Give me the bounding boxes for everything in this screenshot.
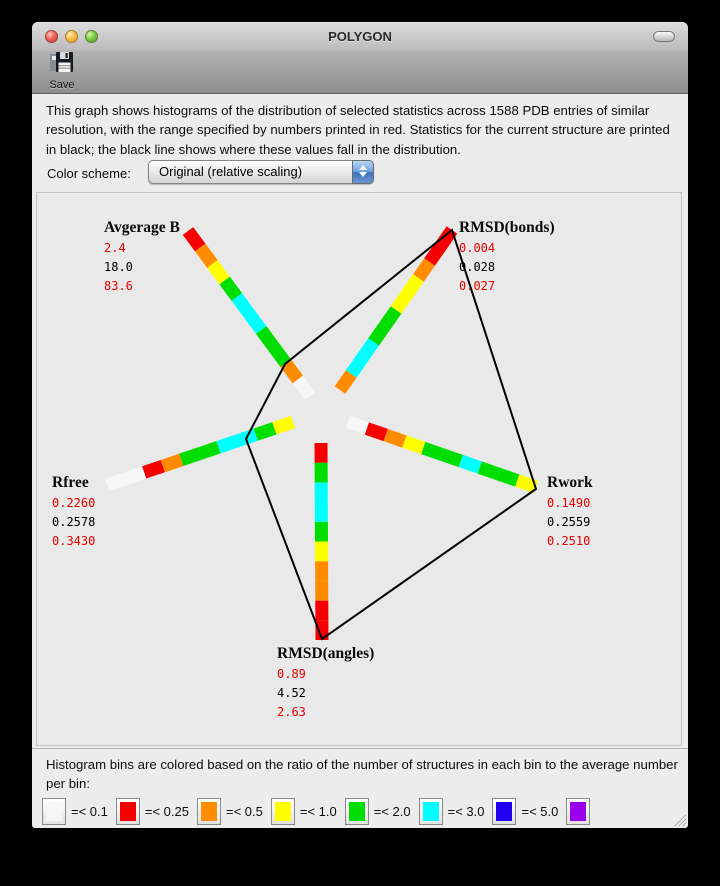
legend-bin-label: =< 0.1 <box>71 804 108 820</box>
metric-min-rwork: 0.1490 <box>547 496 591 510</box>
legend-bin-swatch-white <box>42 798 66 825</box>
histogram-bin-cyan <box>249 314 261 331</box>
color-swatch-purple <box>570 802 586 821</box>
window-title: POLYGON <box>328 29 392 44</box>
color-scheme-row <box>32 158 688 192</box>
color-scheme-popup[interactable] <box>148 160 374 184</box>
metric-max-rfree: 0.3430 <box>52 534 96 548</box>
metric-avgb <box>104 219 180 296</box>
histogram-bin-green <box>498 474 517 481</box>
histogram-bin-orange <box>286 363 298 380</box>
histogram-bin-orange <box>386 435 405 442</box>
histogram-bin-orange <box>340 374 351 390</box>
histogram-bin-cyan <box>461 461 480 468</box>
legend-bin-swatch-blue <box>492 798 516 825</box>
histogram-bin-cyan <box>351 358 362 374</box>
histogram-bin-cyan <box>362 342 373 358</box>
metric-name-avgb: Avgerage B <box>104 219 180 236</box>
window-chrome <box>32 22 688 94</box>
save-button[interactable] <box>40 51 84 91</box>
metric-value-rwork: 0.2559 <box>547 515 591 529</box>
histogram-bin-yellow <box>274 422 293 428</box>
metric-max-avgb: 83.6 <box>104 279 133 293</box>
histogram-bin-green <box>181 454 200 460</box>
metric-max-bonds: 0.027 <box>459 279 496 293</box>
histogram-bin-cyan <box>219 441 238 447</box>
metric-name-rwork: Rwork <box>547 474 593 491</box>
histogram-bin-red <box>144 466 163 472</box>
save-icon <box>49 51 75 75</box>
histogram-bin-green <box>442 455 461 462</box>
legend-bin-label: =< 0.5 <box>225 804 263 820</box>
metric-angles <box>277 645 374 722</box>
histogram-bin-green <box>385 310 396 326</box>
color-swatch-blue <box>496 802 512 821</box>
histogram-bin-white <box>126 472 145 478</box>
histogram-bin-orange <box>200 248 212 265</box>
plot-panel <box>36 192 682 746</box>
color-swatch-red <box>120 802 136 821</box>
histogram-bin-yellow <box>407 278 418 294</box>
legend-bin-swatch-purple <box>566 798 590 825</box>
color-swatch-cyan <box>423 802 439 821</box>
metric-max-rwork: 0.2510 <box>547 534 591 548</box>
histogram-bin-green <box>374 326 385 342</box>
histogram-bin-green <box>273 347 285 364</box>
save-button-label: Save <box>49 79 75 91</box>
metric-name-bonds: RMSD(bonds) <box>459 219 555 236</box>
metric-value-avgb: 18.0 <box>104 260 133 274</box>
histogram-bin-white <box>298 380 310 397</box>
legend-bin-row <box>42 798 678 825</box>
histogram-bin-cyan <box>237 297 249 314</box>
color-swatch-orange <box>201 802 217 821</box>
metric-min-bonds: 0.004 <box>459 241 496 255</box>
legend-bin-swatch-red <box>116 798 140 825</box>
histogram-bin-green <box>225 281 237 298</box>
resize-grip[interactable] <box>673 813 687 827</box>
legend-text: Histogram bins are colored based on the ratio of the number of structures in each bin to the average number per bin: <box>46 757 678 792</box>
legend-bin-label: =< 3.0 <box>447 804 485 820</box>
histogram-bin-green <box>200 447 219 453</box>
histogram-bin-white <box>107 479 126 485</box>
metric-min-angles: 0.89 <box>277 667 306 681</box>
histogram-bin-orange <box>418 262 429 278</box>
color-swatch-white <box>46 802 62 821</box>
metric-value-rfree: 0.2578 <box>52 515 96 529</box>
toolbar-toggle-button[interactable] <box>653 31 675 42</box>
histogram-bin-orange <box>163 460 182 466</box>
metric-min-avgb: 2.4 <box>104 241 126 255</box>
metric-value-bonds: 0.028 <box>459 260 496 274</box>
description-text: This graph shows histograms of the distribution of selected statistics across 1588 PDB entries of similar resolution, with the range specified by numbers printed in red. Statistics for the current structure are printed in black; the black line shows where these values fall in the distribution. <box>46 103 670 157</box>
histogram-bin-yellow <box>212 264 224 281</box>
histogram-bin-red <box>367 429 386 436</box>
legend-bin-swatch-cyan <box>419 798 443 825</box>
histogram-bin-red <box>188 231 200 248</box>
histogram-bin-yellow <box>404 442 423 449</box>
color-scheme-label: Color scheme: <box>47 166 131 181</box>
polygon-window <box>32 22 688 828</box>
histogram-bin-green <box>480 468 499 475</box>
metric-rfree <box>52 474 95 551</box>
histogram-bin-green <box>261 330 273 347</box>
popup-stepper-icon <box>352 160 374 184</box>
metric-bonds <box>459 219 555 296</box>
legend-bin-swatch-green <box>345 798 369 825</box>
metric-name-rfree: Rfree <box>52 474 89 491</box>
color-swatch-yellow <box>275 802 291 821</box>
histogram-bin-green <box>256 428 275 434</box>
legend-bin-label: =< 1.0 <box>299 804 337 820</box>
legend-bin-label: =< 5.0 <box>521 804 559 820</box>
histogram-bin-white <box>348 422 367 429</box>
histogram-bin-green <box>423 448 442 455</box>
metric-name-angles: RMSD(angles) <box>277 645 375 662</box>
legend-bin-swatch-orange <box>197 798 221 825</box>
metric-rwork <box>547 474 593 551</box>
metric-max-angles: 2.63 <box>277 705 306 719</box>
legend-panel <box>32 748 688 828</box>
legend-bin-label: =< 0.25 <box>144 804 189 820</box>
legend-bin-label: =< 2.0 <box>373 804 411 820</box>
metric-min-rfree: 0.2260 <box>52 496 96 510</box>
legend-bin-swatch-yellow <box>271 798 295 825</box>
histogram-bin-red <box>430 246 441 262</box>
color-scheme-selected-value: Original (relative scaling) <box>159 164 303 179</box>
metric-value-angles: 4.52 <box>277 686 306 700</box>
color-swatch-green <box>349 802 365 821</box>
histogram-bin-yellow <box>396 294 407 310</box>
